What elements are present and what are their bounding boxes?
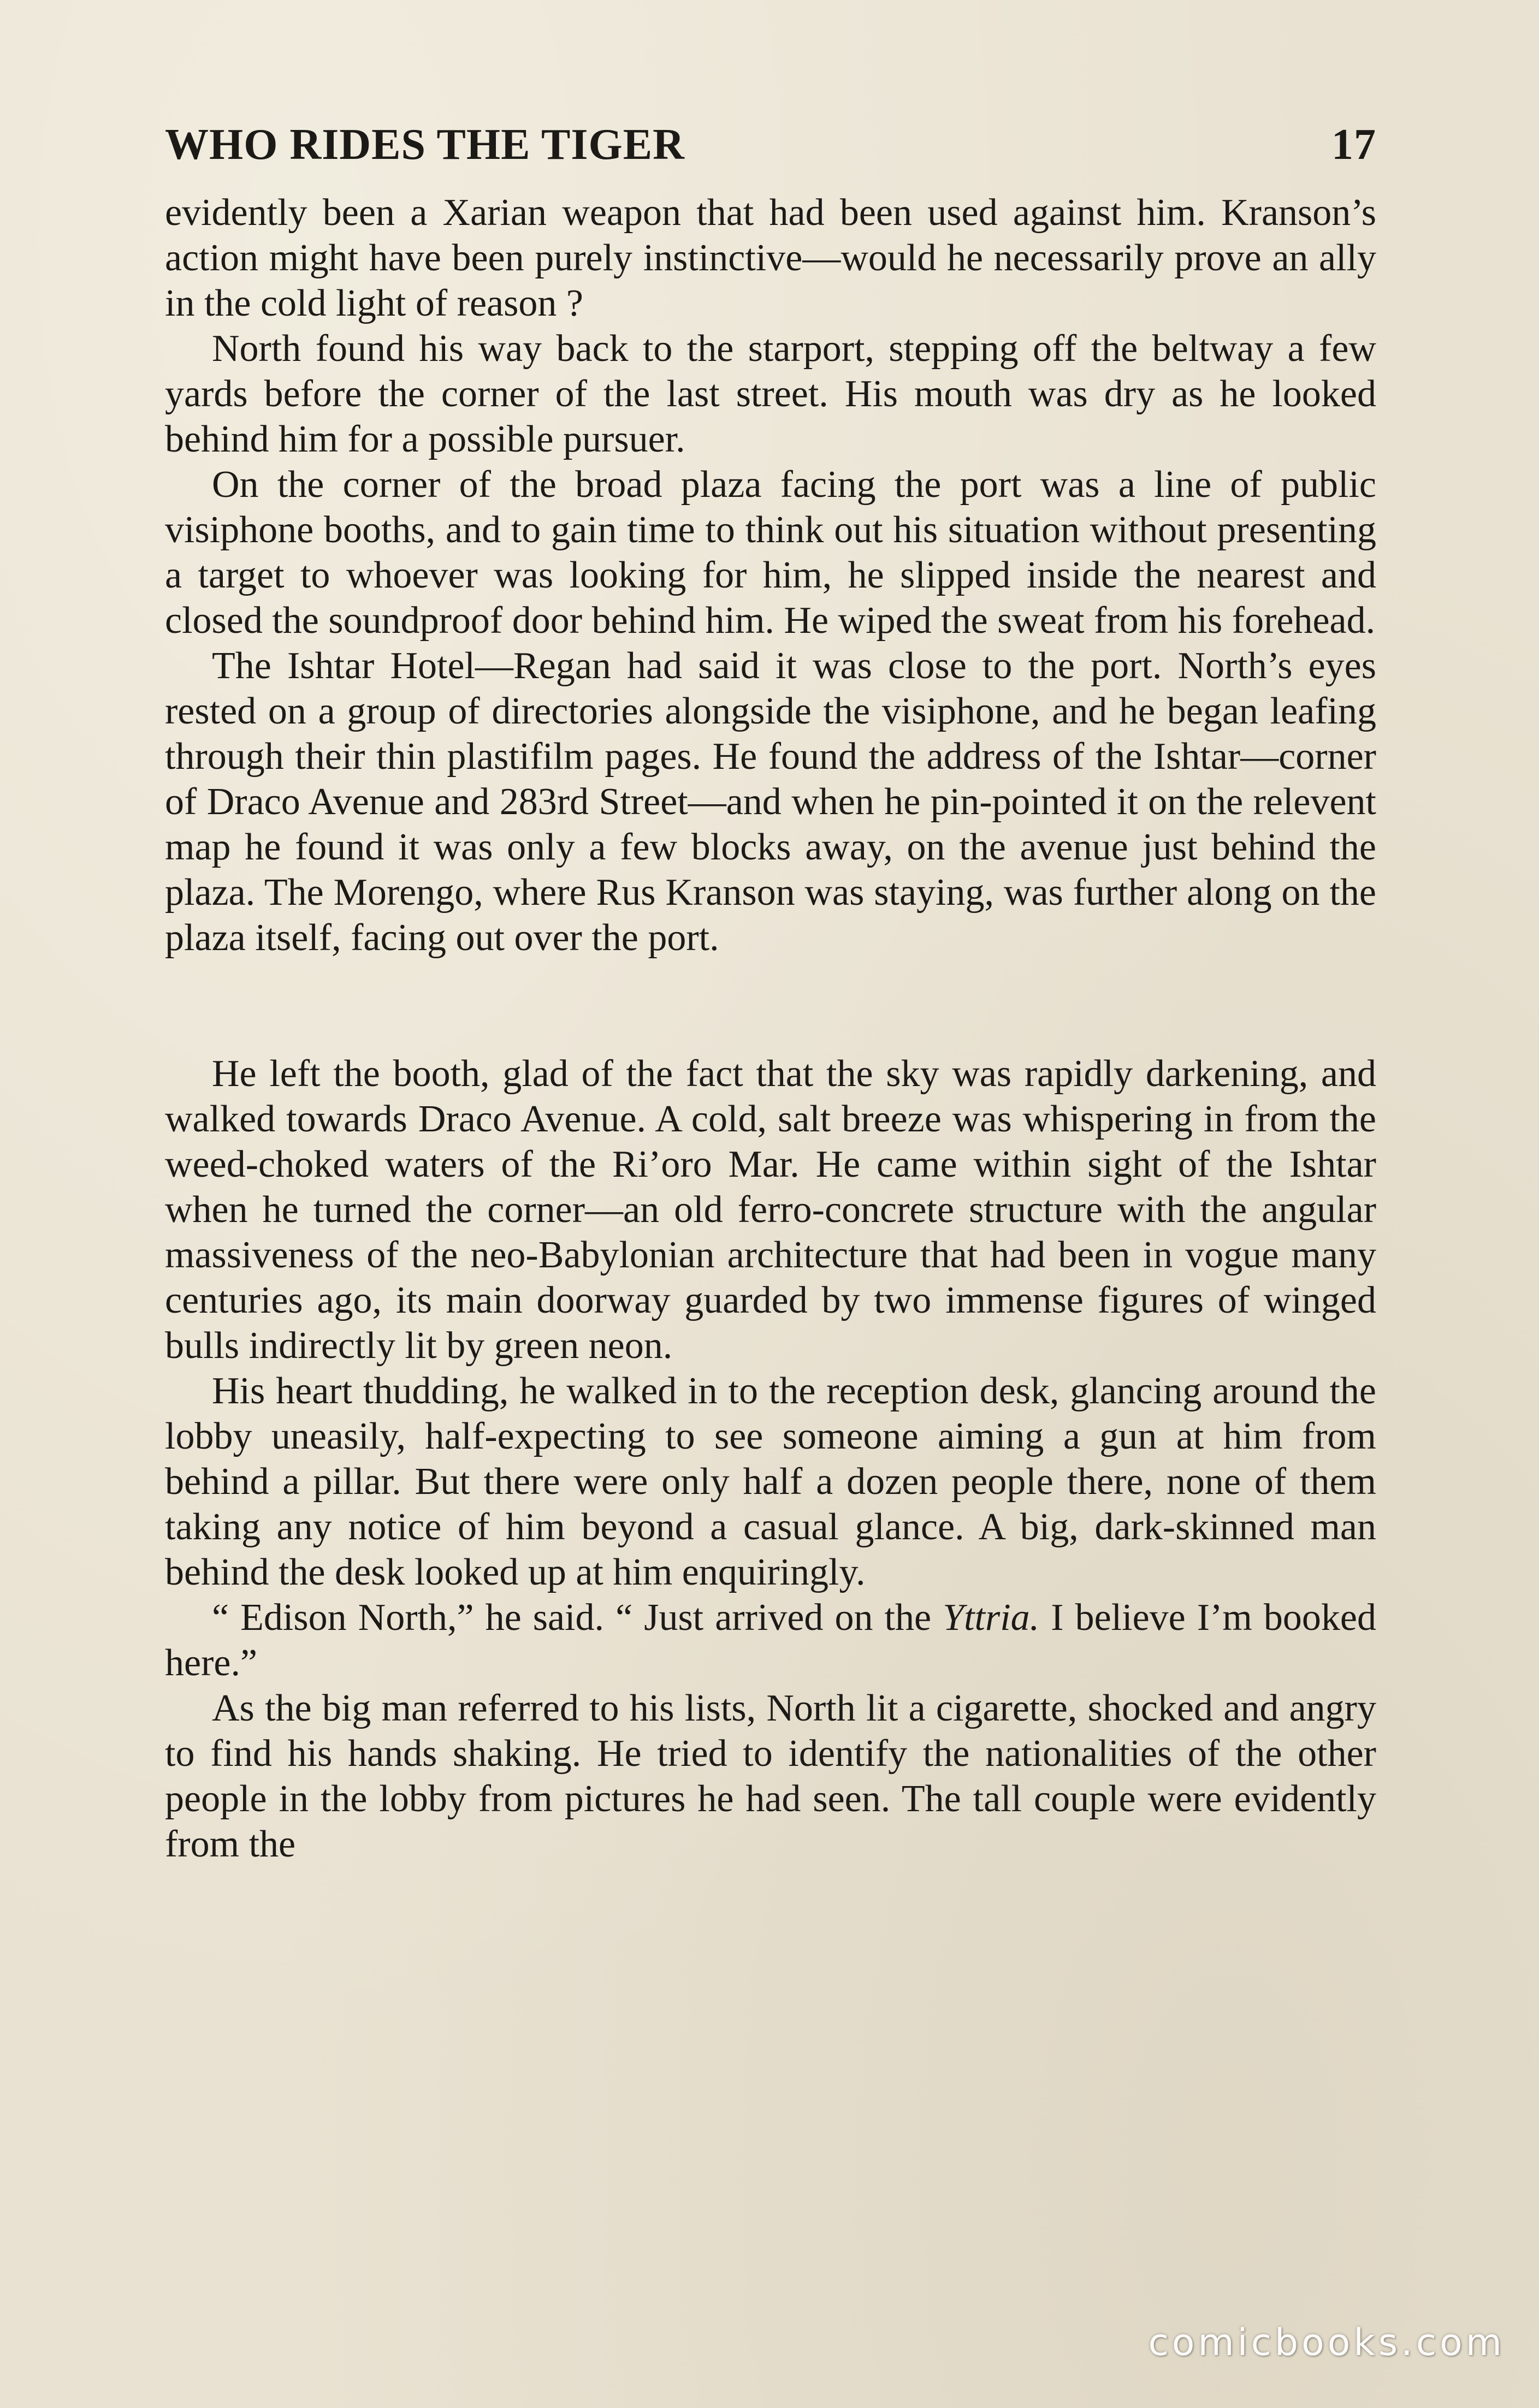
watermark: comicbooks.com: [1148, 2321, 1505, 2364]
running-title: WHO RIDES THE TIGER: [165, 121, 685, 169]
dialogue-text-end: I believe I’m booked here.”: [165, 1597, 1376, 1684]
book-page: [165, 120, 1376, 1867]
section-break: [165, 960, 1376, 1051]
paragraph: As the big man referred to his lists, North lit a cigarette, shocked and angry to find his hands shaking. He tried to identify the nationalities of the other people in the lobby from pictures he had seen. The tall couple were evidently from the: [165, 1687, 1376, 1865]
paragraph-dialogue: [165, 1595, 1376, 1686]
body-text: [165, 190, 1376, 1867]
paragraph: North found his way back to the starport, stepping off the beltway a few yards before the corner of the last street. His mouth was dry as he looked behind him for a possible pursuer.: [165, 328, 1376, 460]
page-number: 17: [1331, 121, 1376, 169]
paragraph: evidently been a Xarian weapon that had been used against him. Kranson’s action might have been purely instinctive—would he necessarily prove an ally in the cold light of reason ?: [165, 192, 1376, 324]
paragraph: His heart thudding, he walked in to the reception desk, glancing around the lobby uneasily, half-expecting to see someone aiming a gun at him from behind a pillar. But there were only half a dozen people there, none of them taking any notice of him beyond a casual glance. A big, dark-skinned man behind the desk looked up at him enquiringly.: [165, 1370, 1376, 1593]
paragraph: On the corner of the broad plaza facing the port was a line of public visiphone booths, and to gain time to think out his situation without presenting a target to whoever was looking for him, he slipped inside the nearest and closed the soundproof door behind him. He wiped the sweat from his forehead.: [165, 464, 1376, 642]
dialogue-text: “ Edison North,” he said. “ Just arrived on the: [212, 1597, 943, 1639]
paragraph: He left the booth, glad of the fact that the sky was rapidly darkening, and walked towards Draco Avenue. A cold, salt breeze was whispering in from the weed-choked waters of the Ri’oro Mar. He came within sight of the Ishtar when he turned the corner—an old ferro-concrete structure with the angular massiveness of the neo-Babylonian architecture that had been in vogue many centuries ago, its main doorway guarded by two immense figures of winged bulls indirectly lit by green neon.: [165, 1053, 1376, 1367]
paragraph: The Ishtar Hotel—Regan had said it was close to the port. North’s eyes rested on a group of directories alongside the visiphone, and he began leafing through their thin plastifilm pages. He found the address of the Ishtar—corner of Draco Avenue and 283rd Street—and when he pin-pointed it on the relevent map he found it was only a few blocks away, on the avenue just behind the plaza. The Morengo, where Rus Kranson was staying, was further along on the plaza itself, facing out over the port.: [165, 645, 1376, 959]
ship-name: Yttria.: [943, 1597, 1040, 1639]
running-head: [165, 120, 1376, 190]
